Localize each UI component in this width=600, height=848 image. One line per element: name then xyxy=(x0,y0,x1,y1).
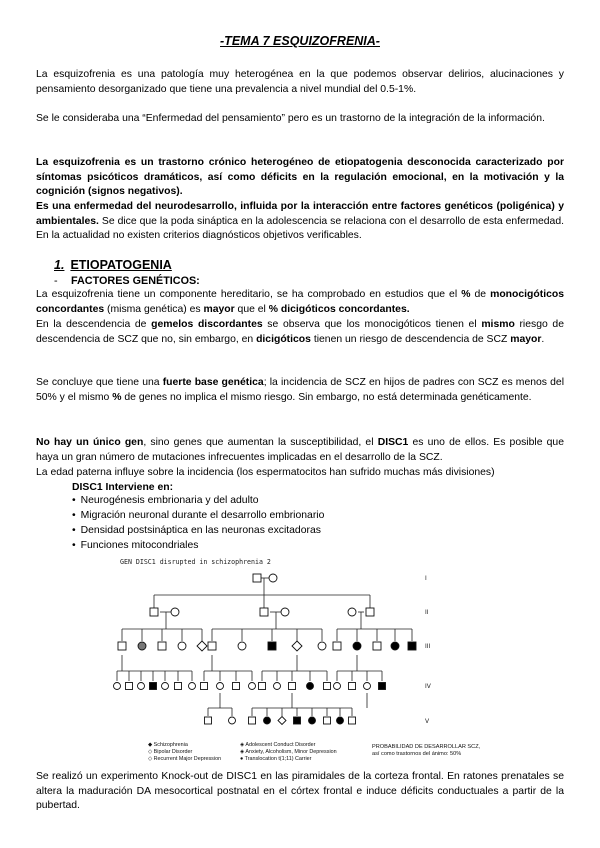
subsection-dash: - xyxy=(54,275,58,287)
figure-title: GEN DISC1 disrupted in schizophrenia 2 xyxy=(120,558,271,566)
text-run-bold: No hay un único gen xyxy=(36,437,144,448)
text-run: ; la incidencia de SCZ en hijos de padres con SCZ es menos del 50% y el mismo xyxy=(36,377,565,403)
legend-label: Anxiety, Alcoholism, Minor Depression xyxy=(245,749,337,755)
text-run-bold: gemelos discordantes xyxy=(151,319,263,330)
legend-item: ◈ Adolescent Conduct Disorder xyxy=(240,742,316,748)
text-run-bold: monocigóticos concordantes xyxy=(36,289,564,315)
list-item: • Densidad postsináptica en las neuronas excitadoras xyxy=(72,524,324,539)
text-run: tienen un riesgo de descendencia de SCZ xyxy=(310,333,511,345)
genetics-paragraph-5: La edad paterna influye sobre la incidencia (los espermatocitos han sufrido muchas más divisiones) xyxy=(36,467,495,478)
text-run: es uno de ellos. Es posible que haya un gran número de mutaciones infrecuentes implicadas en el desarrollo de la SCZ. xyxy=(36,437,564,463)
genetics-paragraph-2 xyxy=(36,318,564,347)
intro-paragraph-4-bold: Es una enfermedad del neurodesarrollo, influida por la interacción entre factores genéticos (poligénica) y ambientales. xyxy=(36,201,564,227)
legend-label: Recurrent Major Depression xyxy=(153,756,222,762)
page-title: -TEMA 7 ESQUIZOFRENIA- xyxy=(220,34,380,48)
generation-label: V xyxy=(425,718,430,725)
text-run: (misma genética) es xyxy=(104,303,204,315)
subsection-heading xyxy=(54,274,200,289)
legend-label: Schizophrenia xyxy=(153,742,188,748)
intro-paragraph-3: La esquizofrenia es un trastorno crónico heterogéneo de etiopatogenia desconocida caracterizado por síntomas psicóticos dramáticos, así como déficits en la regulación emocional, en la motivación y la cognición (signos negativos). xyxy=(36,157,564,198)
text-run-bold: fuerte base genética xyxy=(162,377,264,388)
pedigree-figure xyxy=(112,553,434,763)
text-run: . xyxy=(541,333,545,345)
text-run-bold: dicigóticos xyxy=(256,333,311,345)
intro-paragraph-4-rest: Se dice que la poda sináptica en la adolescencia se relaciona con el desarrollo de esta enfermedad. En la actualidad no existen criterios diagnósticos objetivos verificables. xyxy=(36,215,564,242)
generation-labels xyxy=(425,575,432,725)
legend-item: ● Translocation t(1;11) Carrier xyxy=(240,756,312,762)
text-run-bold: mayor xyxy=(510,333,542,345)
legend-item: ◇ Bipolar Disorder xyxy=(148,749,193,755)
text-run: En la descendencia de xyxy=(36,319,152,330)
text-run-bold: DISC1 xyxy=(377,437,409,448)
genetics-paragraph-3 xyxy=(36,376,564,405)
gen-iv-drops xyxy=(117,671,382,681)
section-title: ETIOPATOGENIA xyxy=(70,258,172,272)
intro-paragraph-2: Se le consideraba una “Enfermedad del pensamiento” pero es un trastorno de la integración de la información. xyxy=(36,113,545,124)
generation-label: II xyxy=(425,609,429,616)
text-run: que el xyxy=(234,303,269,315)
generation-label: IV xyxy=(425,683,431,690)
section-number: 1. xyxy=(54,258,65,272)
pedigree-individuals xyxy=(114,574,417,725)
generation-label: III xyxy=(425,643,431,650)
list-item: • Migración neuronal durante el desarrollo embrionario xyxy=(72,509,324,524)
disc1-list xyxy=(72,494,324,554)
list-item: • Neurogénesis embrionaria y del adulto xyxy=(72,494,324,509)
intro-paragraph-1: La esquizofrenia es una patología muy heterogénea en la que podemos observar delirios, alucinaciones y pensamiento desorganizado que tiene una prevalencia a nivel mundial del 0.5-1%. xyxy=(36,69,564,95)
legend-label: Translocation t(1;11) Carrier xyxy=(244,756,312,762)
text-run-bold: % xyxy=(461,289,471,300)
intro-paragraph-4 xyxy=(36,200,564,244)
legend-right xyxy=(240,742,337,763)
text-run-bold: % dicigóticos concordantes. xyxy=(268,303,410,315)
text-run: riesgo de descendencia de SCZ que no, sin embargo, en xyxy=(36,319,564,345)
list-item: • Funciones mitocondriales xyxy=(72,539,324,554)
text-run: Se concluye que tiene una xyxy=(36,377,163,388)
disc1-heading: DISC1 Interviene en: xyxy=(72,482,174,493)
legend-item: ◇ Recurrent Major Depression xyxy=(148,756,222,762)
legend-label: Adolescent Conduct Disorder xyxy=(245,742,316,748)
genetics-paragraph-4 xyxy=(36,436,564,465)
text-run: La esquizofrenia tiene un componente hereditario, se ha comprobado en estudios que el xyxy=(36,289,462,300)
closing-paragraph: Se realizó un experimento Knock-out de DISC1 en las piramidales de la corteza frontal. En ratones prenatales se altera la maduración DA mesocortical postnatal en el córtex frontal e induce déficits conductuales a partir de la pubertad. xyxy=(36,771,564,812)
genetics-paragraph-1 xyxy=(36,288,564,317)
text-run-bold: mismo xyxy=(481,319,515,330)
legend-left xyxy=(148,742,221,763)
generation-label: I xyxy=(425,575,427,582)
probability-line-1: PROBABILIDAD DE DESARROLLAR SCZ, xyxy=(372,744,481,750)
text-run: se observa que los monocigóticos tienen el xyxy=(262,319,482,330)
probability-note xyxy=(372,744,480,758)
subsection-title: FACTORES GENÉTICOS: xyxy=(71,275,200,287)
section-heading xyxy=(54,258,172,273)
legend-label: Bipolar Disorder xyxy=(153,749,193,755)
probability-line-2: así como trastornos del ánimo: 50% xyxy=(372,751,462,757)
legend-item: ◈ Anxiety, Alcoholism, Minor Depression xyxy=(240,749,337,755)
text-run-bold: mayor xyxy=(203,303,235,315)
legend-item: ◆ Schizophrenia xyxy=(148,742,188,748)
text-run: , sino genes que aumentan la susceptibilidad, el xyxy=(143,437,378,448)
text-run: de genes no implica el mismo riesgo. Sin embargo, no está determinada genéticamente. xyxy=(121,391,532,403)
text-run-bold: % xyxy=(112,391,122,403)
text-run: de xyxy=(470,289,491,300)
